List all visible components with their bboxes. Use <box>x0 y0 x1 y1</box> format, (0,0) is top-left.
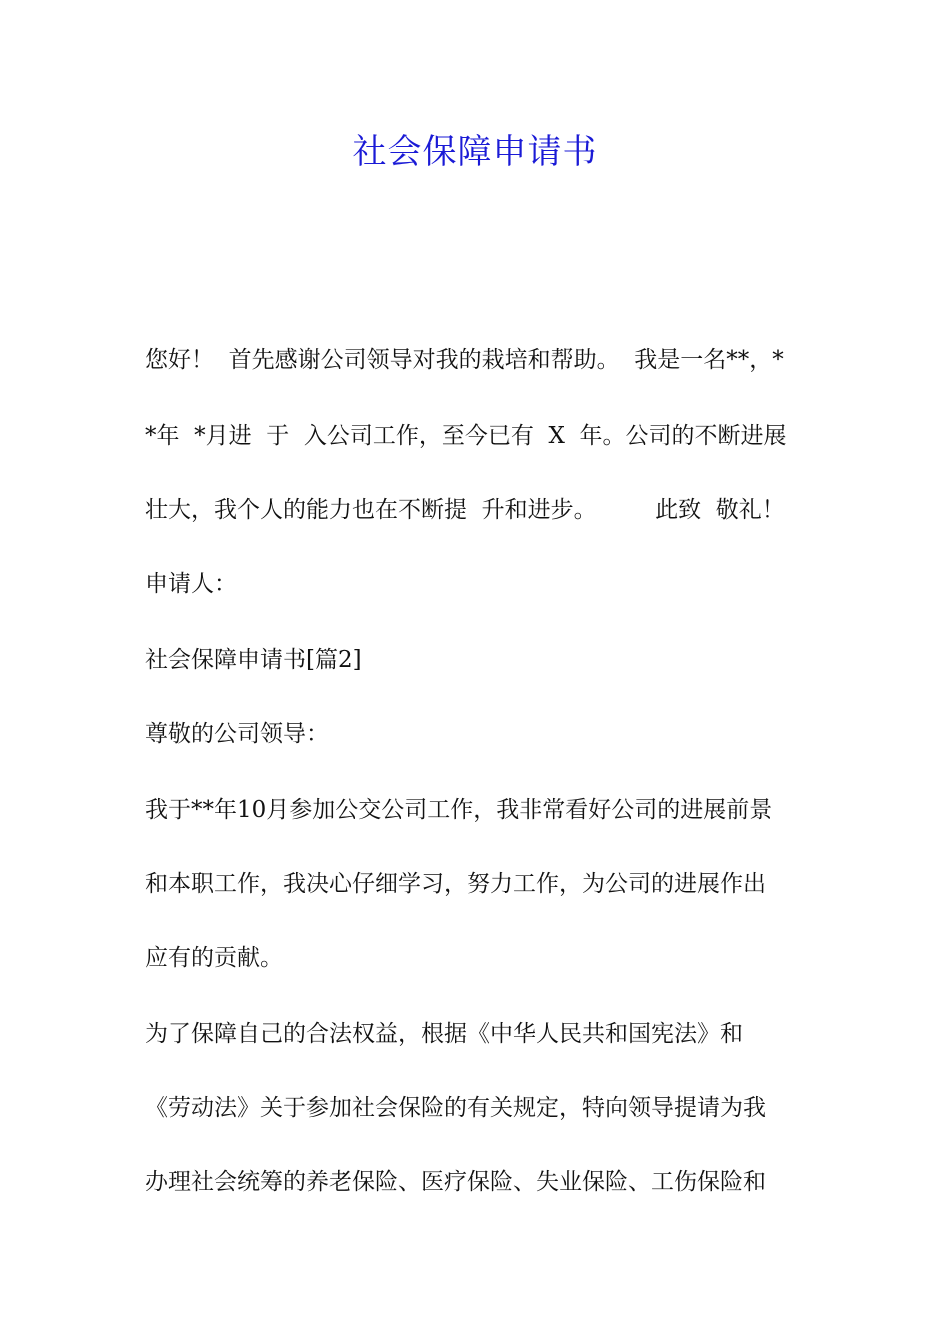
document-title: 社会保障申请书 <box>352 132 598 172</box>
body-line-11: 《劳动法》关于参加社会保险的有关规定，特向领导提请为我 <box>145 1095 766 1121</box>
body-line-8: 和本职工作，我决心仔细学习，努力工作，为公司的进展作出 <box>145 871 766 897</box>
section-heading: 社会保障申请书[篇2] <box>145 647 362 673</box>
body-line-1: 您好！ 首先感谢公司领导对我的栽培和帮助。 我是一名**，* <box>145 347 784 373</box>
signature-label: 申请人： <box>145 571 237 597</box>
body-line-7: 我于**年10月参加公交公司工作，我非常看好公司的进展前景 <box>145 797 773 823</box>
salutation: 尊敬的公司领导： <box>145 721 329 747</box>
body-line-3: 壮大，我个人的能力也在不断提 升和进步。 此致 敬礼！ <box>145 497 785 523</box>
body-line-9: 应有的贡献。 <box>145 945 283 971</box>
body-line-2: *年 *月进 于 入公司工作，至今已有 X 年。公司的不断进展 <box>145 423 787 449</box>
body-line-12: 办理社会统筹的养老保险、医疗保险、失业保险、工伤保险和 <box>145 1169 766 1195</box>
body-line-10: 为了保障自己的合法权益，根据《中华人民共和国宪法》和 <box>145 1021 743 1047</box>
